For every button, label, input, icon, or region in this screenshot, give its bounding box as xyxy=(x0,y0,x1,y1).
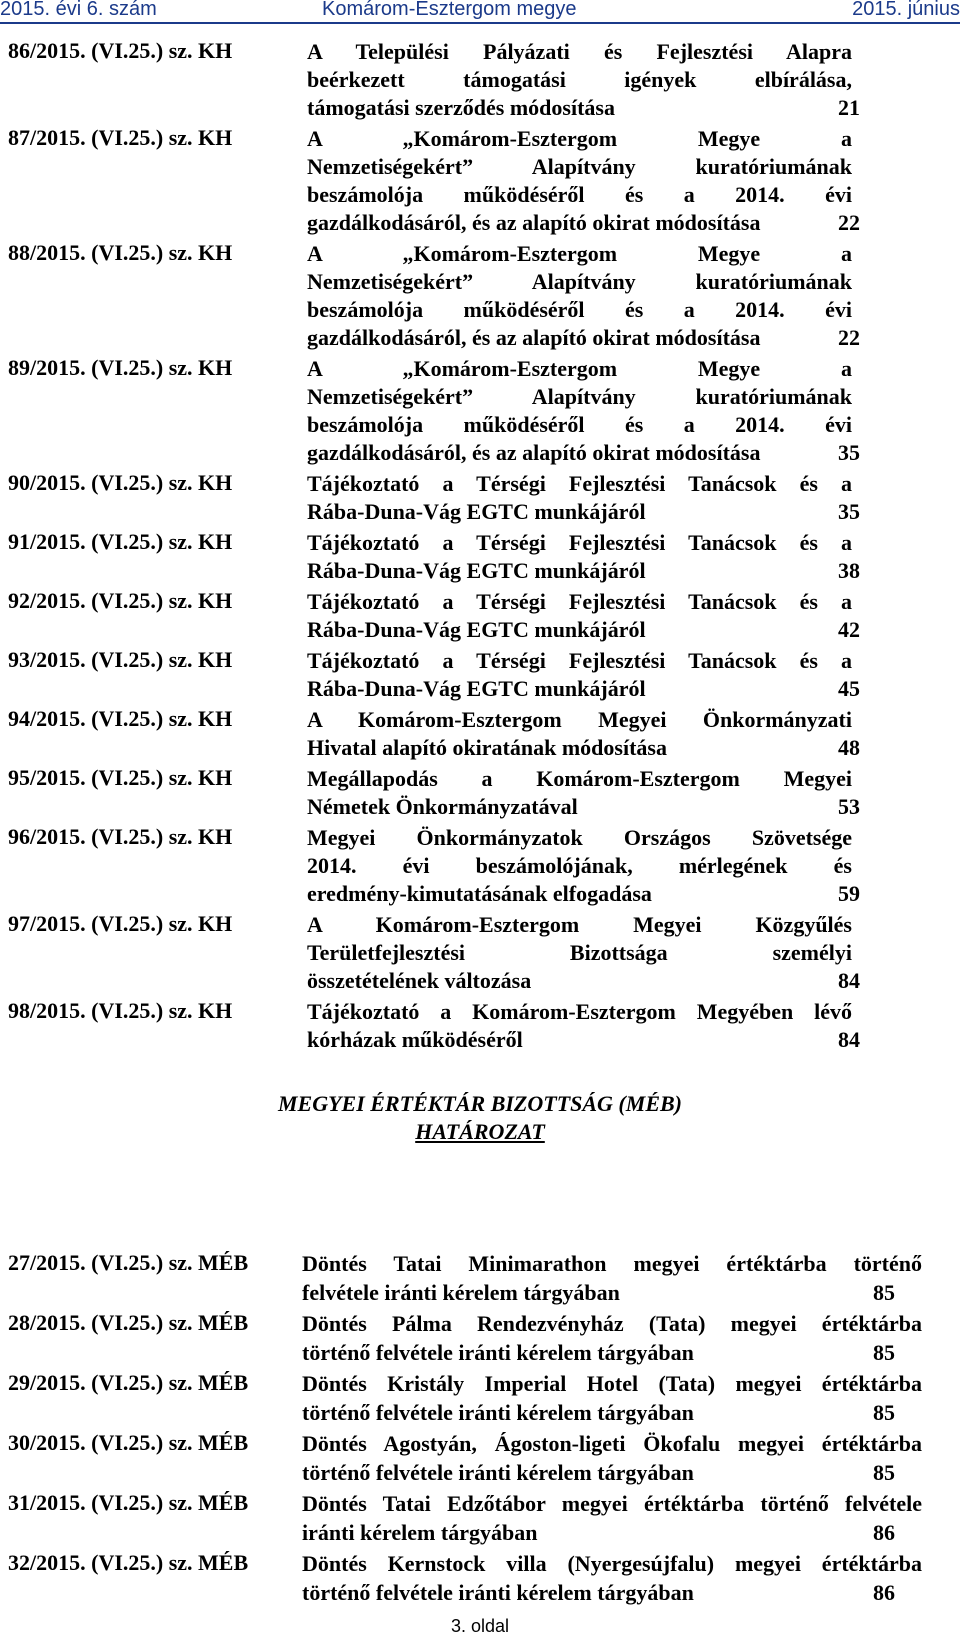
description-line: eredmény-kimutatásának elfogadása xyxy=(307,881,652,906)
resolution-description xyxy=(307,647,860,703)
resolution-entry xyxy=(0,647,960,703)
resolution-number: 86/2015. (VI.25.) sz. KH xyxy=(8,38,233,63)
resolution-number: 28/2015. (VI.25.) sz. MÉB xyxy=(8,1310,249,1335)
page-reference: 45 xyxy=(838,676,860,701)
resolution-entry xyxy=(0,470,960,526)
description-line: beszámolója működéséről és a 2014. évi xyxy=(307,297,852,322)
resolution-number: 97/2015. (VI.25.) sz. KH xyxy=(8,911,233,936)
description-line: támogatási szerződés módosítása xyxy=(307,95,615,120)
resolution-number: 98/2015. (VI.25.) sz. KH xyxy=(8,998,233,1023)
meb-heading-title: MEGYEI ÉRTÉKTÁR BIZOTTSÁG (MÉB) xyxy=(277,1091,682,1116)
resolution-description xyxy=(302,1310,922,1367)
resolution-number: 94/2015. (VI.25.) sz. KH xyxy=(8,706,233,731)
resolution-entry xyxy=(0,1250,960,1307)
resolution-number: 96/2015. (VI.25.) sz. KH xyxy=(8,824,233,849)
resolution-number: 88/2015. (VI.25.) sz. KH xyxy=(8,240,233,265)
description-line: A Komárom-Esztergom Megyei Közgyűlés xyxy=(307,912,852,937)
resolution-number: 32/2015. (VI.25.) sz. MÉB xyxy=(8,1550,249,1575)
resolution-description xyxy=(302,1430,922,1487)
resolution-description xyxy=(307,355,860,467)
resolution-entry xyxy=(0,824,960,908)
description-line: Megyei Önkormányzatok Országos Szövetsége xyxy=(307,825,852,850)
page-reference: 22 xyxy=(838,325,860,350)
resolution-description xyxy=(307,529,860,585)
resolution-description xyxy=(307,706,860,762)
description-line: iránti kérelem tárgyában xyxy=(302,1519,538,1545)
resolution-entry xyxy=(0,588,960,644)
resolution-entry xyxy=(0,1370,960,1427)
header-date: 2015. június xyxy=(852,0,960,20)
description-line: 2014. évi beszámolójának, mérlegének és xyxy=(307,853,852,878)
page-reference: 53 xyxy=(838,794,860,819)
resolution-description xyxy=(307,824,860,908)
resolution-entry xyxy=(0,1430,960,1487)
resolution-entry xyxy=(0,1310,960,1367)
page-reference: 86 xyxy=(873,1580,895,1605)
description-line: Tájékoztató a Komárom-Esztergom Megyében lévő xyxy=(307,999,852,1024)
page-reference: 59 xyxy=(838,881,860,906)
description-line: összetételének változása xyxy=(307,968,532,993)
kh-resolution-list xyxy=(0,38,960,1057)
page-reference: 86 xyxy=(873,1520,895,1545)
running-header xyxy=(0,0,960,24)
resolution-entry xyxy=(0,240,960,352)
description-line: A Települési Pályázati és Fejlesztési Alapra xyxy=(307,39,852,64)
page-reference: 84 xyxy=(838,1027,860,1052)
description-line: beszámolója működéséről és a 2014. évi xyxy=(307,412,852,437)
meb-resolution-list xyxy=(0,1250,960,1610)
description-line: Döntés Tatai Minimarathon megyei értéktárba történő xyxy=(302,1251,922,1276)
description-line: Döntés Kristály Imperial Hotel (Tata) megyei értéktárba xyxy=(302,1371,922,1396)
page-reference: 22 xyxy=(838,210,860,235)
page-reference: 85 xyxy=(873,1400,895,1425)
resolution-description xyxy=(307,240,860,352)
description-line: A „Komárom-Esztergom Megye a xyxy=(307,241,852,266)
description-line: Döntés Pálma Rendezvényház (Tata) megyei értéktárba xyxy=(302,1311,922,1336)
description-line: Nemzetiségekért” Alapítvány kuratóriumának xyxy=(307,269,852,294)
resolution-description xyxy=(307,470,860,526)
resolution-description xyxy=(307,998,860,1054)
description-line: Tájékoztató a Térségi Fejlesztési Tanácsok és a xyxy=(307,471,852,496)
resolution-entry xyxy=(0,1550,960,1607)
description-line: beérkezett támogatási igények elbírálása, xyxy=(307,67,852,92)
description-line: kórházak működéséről xyxy=(307,1027,523,1052)
resolution-entry xyxy=(0,1490,960,1547)
description-line: Tájékoztató a Térségi Fejlesztési Tanácsok és a xyxy=(307,589,852,614)
page-reference: 84 xyxy=(838,968,860,993)
description-line: Területfejlesztési Bizottsága személyi xyxy=(307,940,852,965)
description-line: történő felvétele iránti kérelem tárgyában xyxy=(302,1399,694,1425)
resolution-number: 87/2015. (VI.25.) sz. KH xyxy=(8,125,233,150)
resolution-number: 27/2015. (VI.25.) sz. MÉB xyxy=(8,1250,249,1275)
resolution-description xyxy=(307,38,860,122)
page-reference: 35 xyxy=(838,440,860,465)
resolution-description xyxy=(307,911,860,995)
description-line: Döntés Tatai Edzőtábor megyei értéktárba történő felvétele xyxy=(302,1491,922,1516)
description-line: Nemzetiségekért” Alapítvány kuratóriumának xyxy=(307,154,852,179)
description-line: A „Komárom-Esztergom Megye a xyxy=(307,356,852,381)
page-reference: 85 xyxy=(873,1460,895,1485)
page-reference: 42 xyxy=(838,617,860,642)
resolution-description xyxy=(302,1250,922,1307)
description-line: Megállapodás a Komárom-Esztergom Megyei xyxy=(307,766,852,791)
page-reference: 35 xyxy=(838,499,860,524)
resolution-description xyxy=(302,1550,922,1607)
resolution-number: 95/2015. (VI.25.) sz. KH xyxy=(8,765,233,790)
resolution-number: 93/2015. (VI.25.) sz. KH xyxy=(8,647,233,672)
description-line: A „Komárom-Esztergom Megye a xyxy=(307,126,852,151)
description-line: Döntés Agostyán, Ágoston-ligeti Ökofalu megyei értéktárba xyxy=(302,1431,922,1456)
header-county: Komárom-Esztergom megye xyxy=(322,0,577,20)
description-line: történő felvétele iránti kérelem tárgyában xyxy=(302,1579,694,1605)
description-line: beszámolója működéséről és a 2014. évi xyxy=(307,182,852,207)
resolution-description xyxy=(307,765,860,821)
resolution-entry xyxy=(0,706,960,762)
description-line: Nemzetiségekért” Alapítvány kuratóriumának xyxy=(307,384,852,409)
page-reference: 21 xyxy=(838,95,860,120)
description-line: Rába-Duna-Vág EGTC munkájáról xyxy=(307,676,646,701)
resolution-description xyxy=(302,1370,922,1427)
resolution-number: 29/2015. (VI.25.) sz. MÉB xyxy=(8,1370,249,1395)
description-line: Németek Önkormányzatával xyxy=(307,794,578,819)
description-line: gazdálkodásáról, és az alapító okirat módosítása xyxy=(307,325,761,350)
resolution-number: 90/2015. (VI.25.) sz. KH xyxy=(8,470,233,495)
resolution-entry xyxy=(0,765,960,821)
page-number: 3. oldal xyxy=(450,1616,510,1636)
description-line: Hivatal alapító okiratának módosítása xyxy=(307,735,667,760)
meb-section-heading xyxy=(0,1090,960,1146)
meb-heading-subtitle: HATÁROZAT xyxy=(415,1119,545,1144)
page-reference: 38 xyxy=(838,558,860,583)
resolution-entry xyxy=(0,529,960,585)
description-line: felvétele iránti kérelem tárgyában xyxy=(302,1279,620,1305)
description-line: Rába-Duna-Vág EGTC munkájáról xyxy=(307,617,646,642)
resolution-entry xyxy=(0,125,960,237)
resolution-description xyxy=(302,1490,922,1547)
page-reference: 85 xyxy=(873,1340,895,1365)
description-line: gazdálkodásáról, és az alapító okirat módosítása xyxy=(307,210,761,235)
resolution-entry xyxy=(0,911,960,995)
page-reference: 85 xyxy=(873,1280,895,1305)
description-line: gazdálkodásáról, és az alapító okirat módosítása xyxy=(307,440,761,465)
resolution-number: 30/2015. (VI.25.) sz. MÉB xyxy=(8,1430,249,1455)
description-line: történő felvétele iránti kérelem tárgyában xyxy=(302,1459,694,1485)
resolution-description xyxy=(307,125,860,237)
resolution-number: 89/2015. (VI.25.) sz. KH xyxy=(8,355,233,380)
description-line: Tájékoztató a Térségi Fejlesztési Tanácsok és a xyxy=(307,648,852,673)
page-reference: 48 xyxy=(838,735,860,760)
resolution-entry xyxy=(0,998,960,1054)
resolution-number: 91/2015. (VI.25.) sz. KH xyxy=(8,529,233,554)
description-line: Tájékoztató a Térségi Fejlesztési Tanácsok és a xyxy=(307,530,852,555)
resolution-entry xyxy=(0,38,960,122)
resolution-number: 31/2015. (VI.25.) sz. MÉB xyxy=(8,1490,249,1515)
resolution-description xyxy=(307,588,860,644)
resolution-number: 92/2015. (VI.25.) sz. KH xyxy=(8,588,233,613)
description-line: Rába-Duna-Vág EGTC munkájáról xyxy=(307,558,646,583)
description-line: A Komárom-Esztergom Megyei Önkormányzati xyxy=(307,707,852,732)
header-issue: 2015. évi 6. szám xyxy=(0,0,157,20)
description-line: Rába-Duna-Vág EGTC munkájáról xyxy=(307,499,646,524)
resolution-entry xyxy=(0,355,960,467)
description-line: Döntés Kernstock villa (Nyergesújfalu) megyei értéktárba xyxy=(302,1551,922,1576)
description-line: történő felvétele iránti kérelem tárgyában xyxy=(302,1339,694,1365)
